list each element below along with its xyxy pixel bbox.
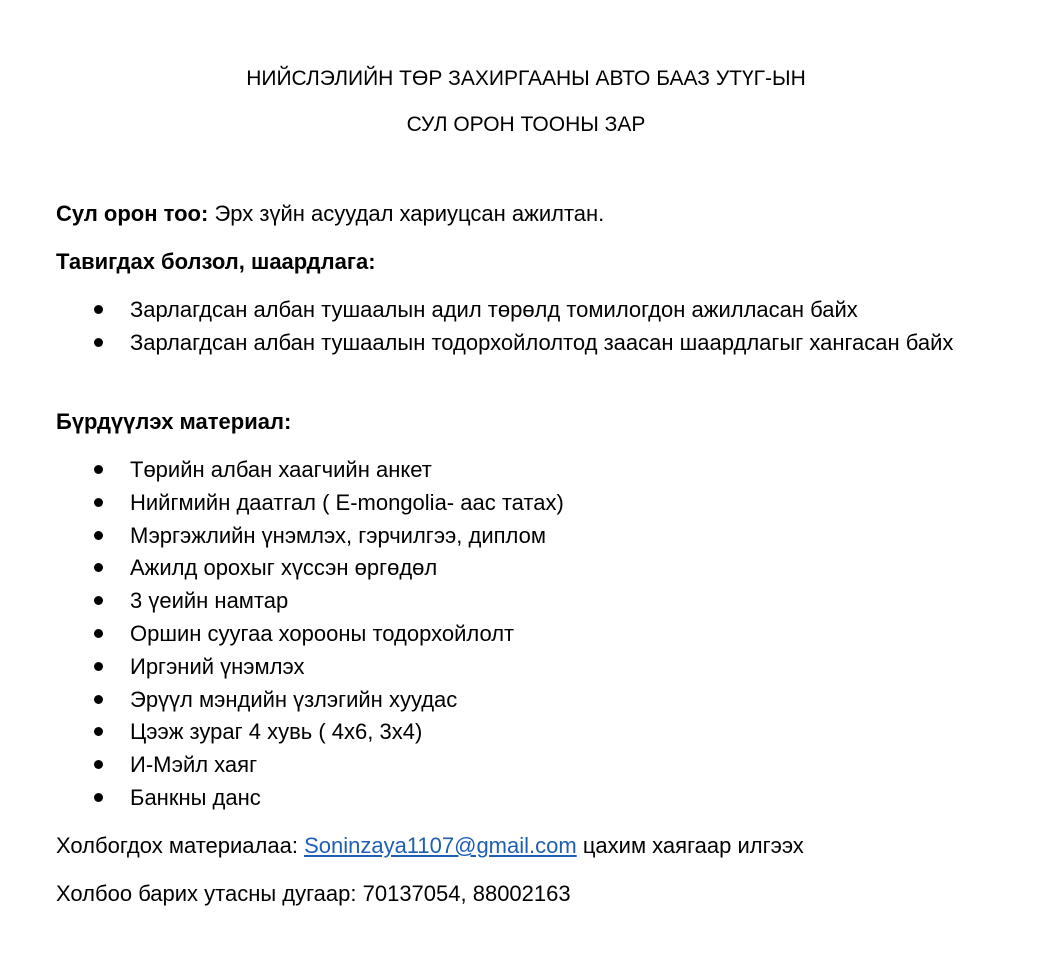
contact-line: Холбоо барих утасны дугаар: 70137054, 88002163 <box>56 881 571 906</box>
vacancy-line <box>56 200 604 228</box>
bullet-icon <box>94 793 103 802</box>
requirements-list <box>0 294 997 360</box>
email-link[interactable]: Soninzaya1107@gmail.com <box>304 833 577 858</box>
document-title-line-2: СУЛ ОРОН ТООНЫ ЗАР <box>406 113 646 136</box>
material-text: Мэргэжлийн үнэмлэх, гэрчилгээ, диплом <box>130 522 546 548</box>
list-item <box>0 782 564 815</box>
list-item <box>0 618 564 651</box>
list-item <box>0 520 564 553</box>
requirement-text: Зарлагдсан албан тушаалын адил төрөлд томилогдон ажилласан байх <box>130 297 858 322</box>
material-text: Оршин суугаа хорооны тодорхойлолт <box>130 620 515 646</box>
material-text: Ажилд орохыг хүссэн өргөдөл <box>130 555 438 581</box>
vacancy-value: Эрх зүйн асуудал хариуцсан ажилтан. <box>208 201 605 226</box>
requirements-heading: Тавигдах болзол, шаардлага: <box>56 249 376 274</box>
material-text: Төрийн албан хаагчийн анкет <box>130 457 432 482</box>
materials-heading: Бүрдүүлэх материал: <box>56 409 292 434</box>
vacancy-label: Сул орон тоо: <box>56 201 209 226</box>
material-text: Нийгмийн даатгал ( E-mongolia- аас татах) <box>130 489 564 515</box>
list-item <box>0 749 564 782</box>
bullet-icon <box>94 596 103 605</box>
materials-list <box>0 454 564 815</box>
bullet-icon <box>94 563 103 572</box>
list-item <box>0 552 564 585</box>
list-item <box>0 651 564 684</box>
document-title-line-1: НИЙСЛЭЛИЙН ТӨР ЗАХИРГААНЫ АВТО БААЗ УТҮГ-ЫН <box>246 67 806 90</box>
bullet-icon <box>94 465 103 474</box>
list-item <box>0 684 564 717</box>
list-item <box>0 716 564 749</box>
submission-suffix: цахим хаягаар илгээх <box>576 833 804 858</box>
requirement-text: Зарлагдсан албан тушаалын тодорхойлолтод заасан шаардлагыг хангасан байх <box>130 329 954 355</box>
bullet-icon <box>94 662 103 671</box>
material-text: 3 үеийн намтар <box>130 588 289 614</box>
list-item <box>0 294 997 327</box>
bullet-icon <box>94 498 103 507</box>
material-text: Иргэний үнэмлэх <box>130 653 305 679</box>
bullet-icon <box>94 531 103 540</box>
material-text: Банкны данс <box>130 784 261 810</box>
bullet-icon <box>94 760 103 769</box>
bullet-icon <box>94 727 103 736</box>
list-item <box>0 454 564 487</box>
bullet-icon <box>94 338 103 347</box>
bullet-icon <box>94 629 103 638</box>
submission-line <box>56 832 804 860</box>
submission-prefix: Холбогдох материалаа: <box>56 833 305 858</box>
material-text: Цээж зураг 4 хувь ( 4x6, 3x4) <box>130 719 423 745</box>
material-text: Эрүүл мэндийн үзлэгийн хуудас <box>130 686 458 712</box>
list-item <box>0 327 997 360</box>
material-text: И-Мэйл хаяг <box>130 752 258 778</box>
bullet-icon <box>94 695 103 704</box>
bullet-icon <box>94 305 103 314</box>
list-item <box>0 585 564 618</box>
list-item <box>0 487 564 520</box>
